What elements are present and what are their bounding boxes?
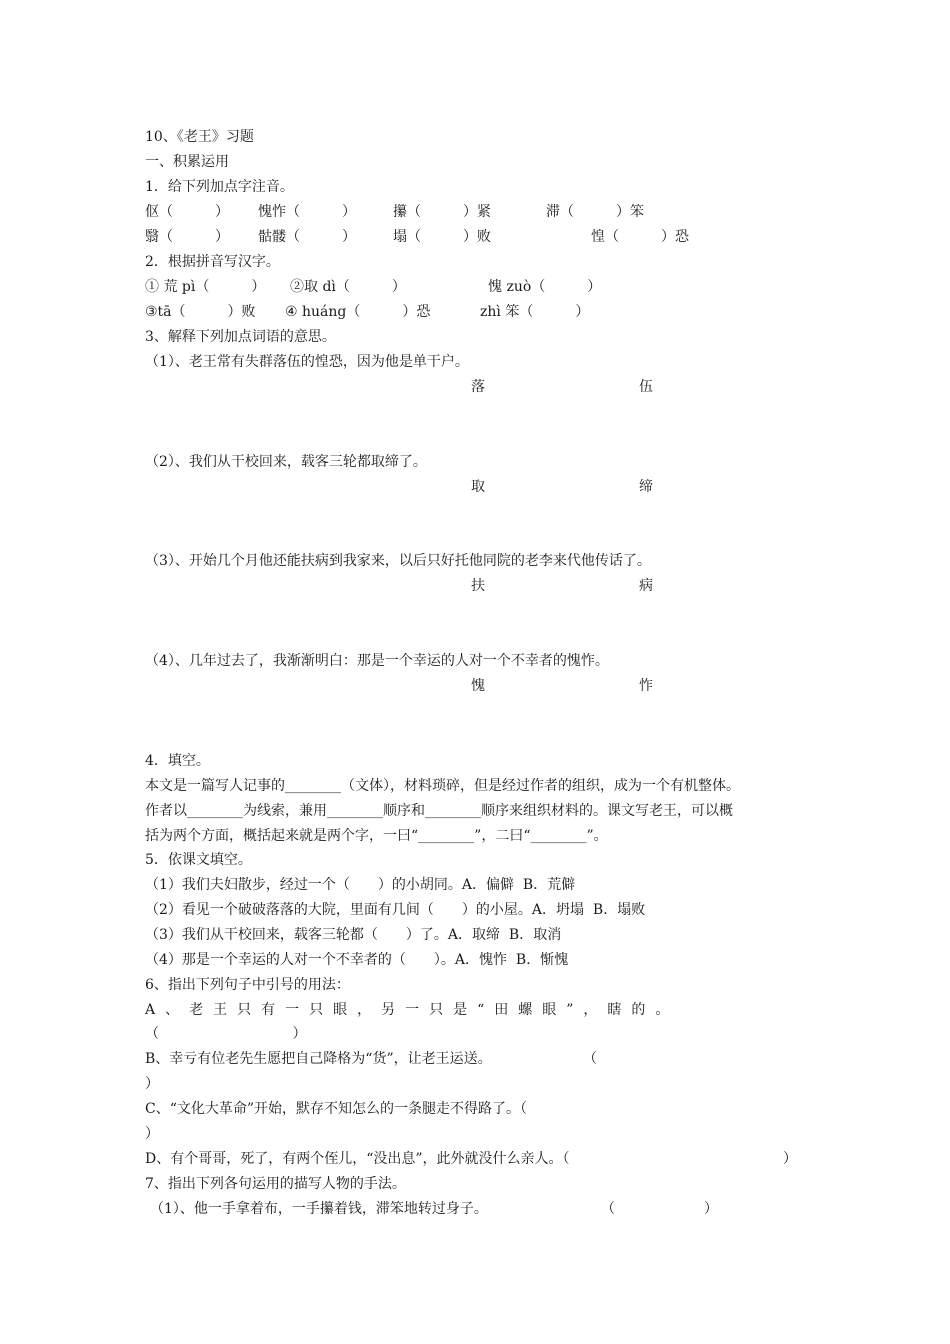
q2-item: ③tā（ ）败 — [145, 304, 256, 320]
q3-word-char: 伍 — [639, 379, 653, 395]
q4-heading: 4．填空。 — [145, 753, 210, 769]
q5-line: （3）我们从干校回来，载客三轮都（ ）了。A．取缔 B．取消 — [145, 927, 562, 943]
q2-item: zhì 笨（ ） — [480, 304, 590, 320]
q5-line: （1）我们夫妇散步，经过一个（ ）的小胡同。A．偏僻 B．荒僻 — [145, 877, 576, 893]
q6-item-a: A、老王只有一只眼，另一只是“田螺眼”，瞎的。 — [145, 1002, 680, 1018]
q1-item: 攥（ ）紧 — [393, 204, 491, 220]
q6-answer-blank: ） — [145, 1076, 159, 1092]
q1-heading: 1．给下列加点字注音。 — [145, 179, 294, 195]
q6-item-c: C、“文化大革命”开始，默存不知怎么的一条腿走不得路了。（ — [145, 1101, 528, 1117]
q4-line: 括为两个方面，概括起来就是两个字，一曰“________”，二曰“________”。 — [145, 828, 608, 844]
q1-item: 愧怍（ ） — [258, 204, 356, 220]
q4-line: 本文是一篇写人记事的________（文体），材料琐碎，但是经过作者的组织，成为一个有机整体。 — [145, 778, 740, 794]
q1-item: 滞（ ）笨 — [546, 204, 644, 220]
q4-line: 作者以________为线索，兼用________顺序和________顺序来组织材料的。课文写老王，可以概 — [145, 803, 733, 819]
q3-sentence: （3）、开始几个月他还能扶病到我家来，以后只好托他同院的老李来代他传话了。 — [145, 553, 651, 569]
q3-word-char: 落 — [471, 379, 485, 395]
q7-answer-blank: （ ） — [601, 1201, 719, 1217]
worksheet-title: 10、《老王》习题 — [145, 129, 254, 145]
q3-sentence: （2）、我们从干校回来，载客三轮都取缔了。 — [145, 454, 427, 470]
q3-word-char: 扶 — [471, 578, 485, 594]
q6-answer-blank: （ — [583, 1051, 597, 1067]
q7-heading: 7、指出下列各句运用的描写人物的手法。 — [145, 1176, 406, 1192]
q5-line: （2）看见一个破破落落的大院，里面有几间（ ）的小屋。A．坍塌 B．塌败 — [145, 902, 646, 918]
q2-item: ① 荒 pì（ ） — [145, 279, 266, 295]
q1-item: 骷髅（ ） — [258, 229, 356, 245]
q2-item: ②取 dì（ ） — [290, 279, 406, 295]
q7-item: （1）、他一手拿着布，一手攥着钱，滞笨地转过身子。 — [150, 1201, 488, 1217]
q6-heading: 6、指出下列句子中引号的用法： — [145, 977, 350, 993]
q1-item: 伛（ ） — [145, 204, 229, 220]
section-heading: 一、积累运用 — [145, 154, 229, 170]
q3-word-char: 取 — [471, 479, 485, 495]
q6-item-b: B、幸亏有位老先生愿把自己降格为“货”，让老王运送。 — [145, 1051, 492, 1067]
q3-sentence: （4）、几年过去了，我渐渐明白：那是一个幸运的人对一个不幸者的愧怍。 — [145, 653, 609, 669]
q2-heading: 2．根据拼音写汉字。 — [145, 254, 280, 270]
q3-word-char: 病 — [639, 578, 653, 594]
q2-item: 愧 zuò（ ） — [488, 279, 602, 295]
q3-sentence: （1）、老王常有失群落伍的惶恐，因为他是单干户。 — [145, 354, 469, 370]
q1-item: 塌（ ）败 — [393, 229, 491, 245]
q6-answer-blank: ） — [783, 1151, 797, 1167]
q6-answer-blank: ） — [145, 1126, 159, 1142]
q2-item: ④ huáng（ ）恐 — [285, 304, 431, 320]
q6-answer-blank: （ ） — [145, 1026, 307, 1042]
q3-word-char: 怍 — [639, 678, 653, 694]
q1-item: 惶（ ）恐 — [591, 229, 689, 245]
q3-word-char: 愧 — [471, 678, 485, 694]
q3-word-char: 缔 — [639, 479, 653, 495]
q6-item-d: D、有个哥哥，死了，有两个侄儿，“没出息”，此外就没什么亲人。（ — [145, 1151, 570, 1167]
q5-heading: 5．依课文填空。 — [145, 852, 252, 868]
q3-heading: 3、解释下列加点词语的意思。 — [145, 329, 336, 345]
q1-item: 翳（ ） — [145, 229, 229, 245]
q5-line: （4）那是一个幸运的人对一个不幸者的（ ）。A．愧怍 B．惭愧 — [145, 952, 569, 968]
